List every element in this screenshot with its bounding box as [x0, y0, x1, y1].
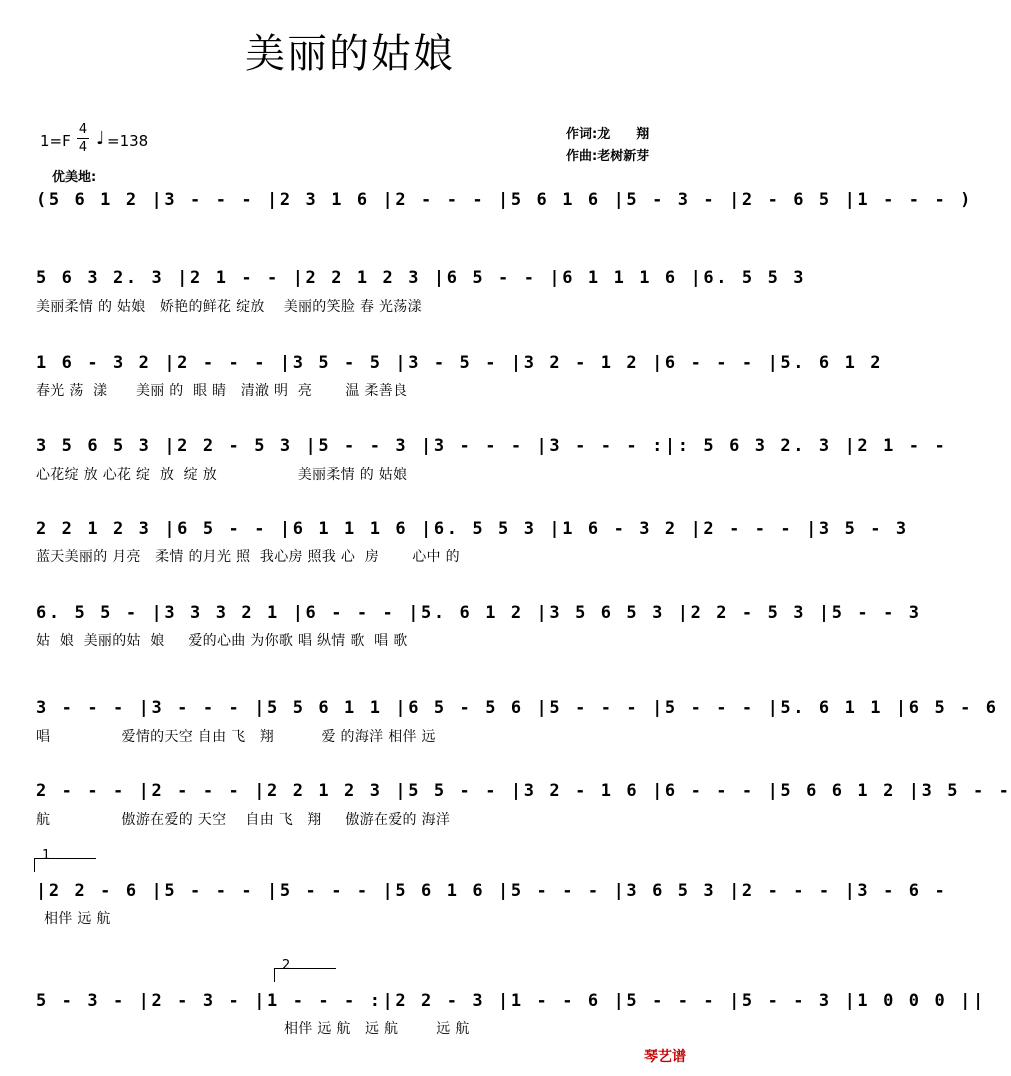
lyrics-line-10: 相伴 远 航 远 航 远 航	[284, 1021, 470, 1037]
notation-line-10: 5 - 3 - |2 - 3 - |1 - - - :|2 2 - 3 |1 - - 6 |5 - - - |5 - - 3 |1 0 0 0 ||	[36, 991, 986, 1011]
notation-line-8: 2 - - - |2 - - - |2 2 1 2 3 |5 5 - - |3 2 - 1 6 |6 - - - |5 6 6 1 2 |3 5 - -	[36, 781, 1011, 801]
composer-credit: 作曲:老树新芽	[566, 149, 650, 164]
lyrics-line-8: 航 傲游在爱的 天空 自由 飞 翔 傲游在爱的 海洋	[36, 812, 451, 828]
time-signature-top: 4	[78, 122, 88, 137]
lyrics-line-5: 蓝天美丽的 月亮 柔情 的月光 照 我心房 照我 心 房 心中 的	[36, 549, 460, 565]
notation-line-9: |2 2 - 6 |5 - - - |5 - - - |5 6 1 6 |5 - - - |3 6 5 3 |2 - - - |3 - 6 -	[36, 881, 948, 901]
volta-1-bracket	[34, 858, 35, 872]
notation-line-3: 1 6 - 3 2 |2 - - - |3 5 - 5 |3 - 5 - |3 2 - 1 2 |6 - - - |5. 6 1 2	[36, 353, 884, 373]
quarter-note-icon: ♩	[96, 128, 105, 149]
volta-2-number: 2	[282, 958, 291, 973]
lyrics-line-7: 唱 爱情的天空 自由 飞 翔 爱 的海洋 相伴 远	[36, 729, 436, 745]
volta-1-number: 1	[42, 848, 51, 863]
lyrics-line-3: 春光 荡 漾 美丽 的 眼 睛 清澈 明 亮 温 柔善良	[36, 383, 408, 399]
notation-line-6: 6. 5 5 - |3 3 3 2 1 |6 - - - |5. 6 1 2 |3 5 6 5 3 |2 2 - 5 3 |5 - - 3	[36, 603, 922, 623]
expression-marking: 优美地:	[52, 170, 97, 185]
song-title: 美丽的姑娘	[245, 31, 455, 77]
lyrics-line-6: 姑 娘 美丽的姑 娘 爱的心曲 为你歌 唱 纵情 歌 唱 歌	[36, 633, 408, 649]
notation-line-5: 2 2 1 2 3 |6 5 - - |6 1 1 1 6 |6. 5 5 3 |1 6 - 3 2 |2 - - - |3 5 - 3	[36, 519, 909, 539]
volta-2-bracket	[274, 968, 275, 982]
tempo-marking: =138	[107, 132, 149, 150]
lyrics-line-2: 美丽柔情 的 姑娘 娇艳的鲜花 绽放 美丽的笑脸 春 光荡漾	[36, 299, 422, 315]
watermark-logo: 琴艺谱	[644, 1049, 686, 1065]
lyrics-line-9: 相伴 远 航	[44, 911, 111, 927]
lyricist-credit: 作词:龙 翔	[566, 127, 650, 142]
key-signature: 1=F	[40, 132, 71, 150]
notation-line-1: (5 6 1 2 |3 - - - |2 3 1 6 |2 - - - |5 6 1 6 |5 - 3 - |2 - 6 5 |1 - - - )	[36, 190, 973, 210]
time-signature-bottom: 4	[78, 140, 88, 155]
notation-line-2: 5 6 3 2. 3 |2 1 - - |2 2 1 2 3 |6 5 - - |6 1 1 1 6 |6. 5 5 3	[36, 268, 807, 288]
time-signature-line	[77, 138, 89, 139]
notation-line-7: 3 - - - |3 - - - |5 5 6 1 1 |6 5 - 5 6 |5 - - - |5 - - - |5. 6 1 1 |6 5 - 6	[36, 698, 999, 718]
notation-line-4: 3 5 6 5 3 |2 2 - 5 3 |5 - - 3 |3 - - - |3 - - - :|: 5 6 3 2. 3 |2 1 - -	[36, 436, 948, 456]
lyrics-line-4: 心花绽 放 心花 绽 放 绽 放 美丽柔情 的 姑娘	[36, 467, 408, 483]
